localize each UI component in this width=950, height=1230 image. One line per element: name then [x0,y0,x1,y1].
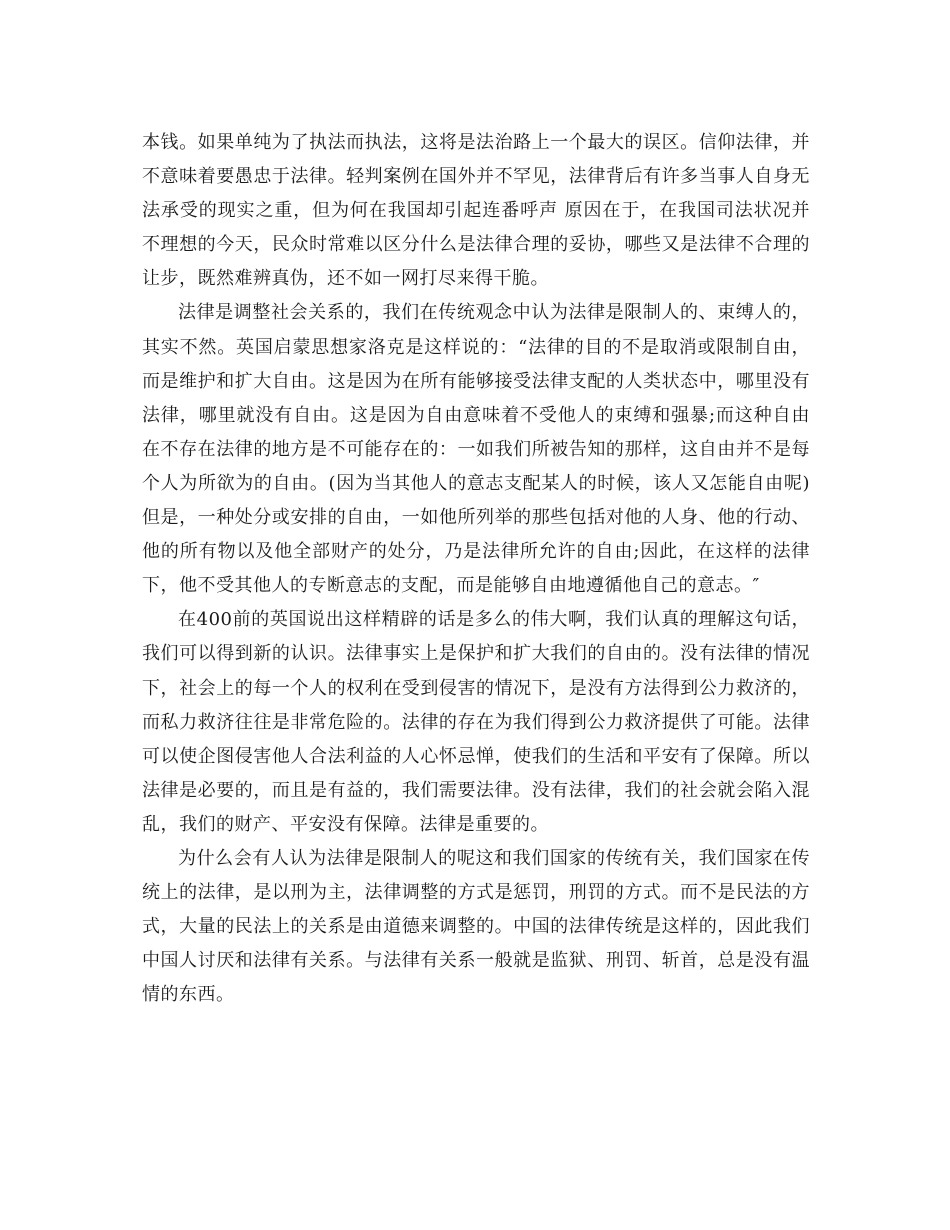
paragraph-2: 法律是调整社会关系的，我们在传统观念中认为法律是限制人的、束缚人的，其实不然。英国启蒙思想家洛克是这样说的：“法律的目的不是取消或限制自由，而是维护和扩大自由。这是因为在所有能够接受法律支配的人类状态中，哪里没有法律，哪里就没有自由。这是因为自由意味着不受他人的束缚和强暴;而这种自由在不存在法律的地方是不可能存在的：一如我们所被告知的那样，这自由并不是每个人为所欲为的自由。(因为当其他人的意志支配某人的时候，该人又怎能自由呢)但是，一种处分或安排的自由，一如他所列举的那些包括对他的人身、他的行动、他的所有物以及他全部财产的处分，乃是法律所允许的自由;因此，在这样的法律下，他不受其他人的专断意志的支配，而是能够自由地遵循他自己的意志。″ [142,302,810,597]
paragraph-4: 为什么会有人认为法律是限制人的呢这和我们国家的传统有关，我们国家在传统上的法律，是以刑为主，法律调整的方式是惩罚，刑罚的方式。而不是民法的方式，大量的民法上的关系是由道德来调整的。中国的法律传统是这样的，因此我们中国人讨厌和法律有关系。与法律有关系一般就是监狱、刑罚、斩首，总是没有温情的东西。 [142,847,810,1006]
paragraph-3: 在400前的英国说出这样精辟的话是多么的伟大啊，我们认真的理解这句话，我们可以得到新的认识。法律事实上是保护和扩大我们的自由的。没有法律的情况下，社会上的每一个人的权利在受到侵害的情况下，是没有方法得到公力救济的，而私力救济往往是非常危险的。法律的存在为我们得到公力救济提供了可能。法律可以使企图侵害他人合法利益的人心怀忌惮，使我们的生活和平安有了保障。所以法律是必要的，而且是有益的，我们需要法律。没有法律，我们的社会就会陷入混乱，我们的财产、平安没有保障。法律是重要的。 [142,609,810,835]
document-body [142,126,810,1012]
paragraph-1: 本钱。如果单纯为了执法而执法，这将是法治路上一个最大的误区。信仰法律，并不意味着要愚忠于法律。轻判案例在国外并不罕见，法律背后有许多当事人自身无法承受的现实之重，但为何在我国却引起连番呼声 原因在于，在我国司法状况并不理想的今天，民众时常难以区分什么是法律合理的妥协，哪些又是法律不合理的让步，既然难辨真伪，还不如一网打尽来得干脆。 [142,132,810,290]
